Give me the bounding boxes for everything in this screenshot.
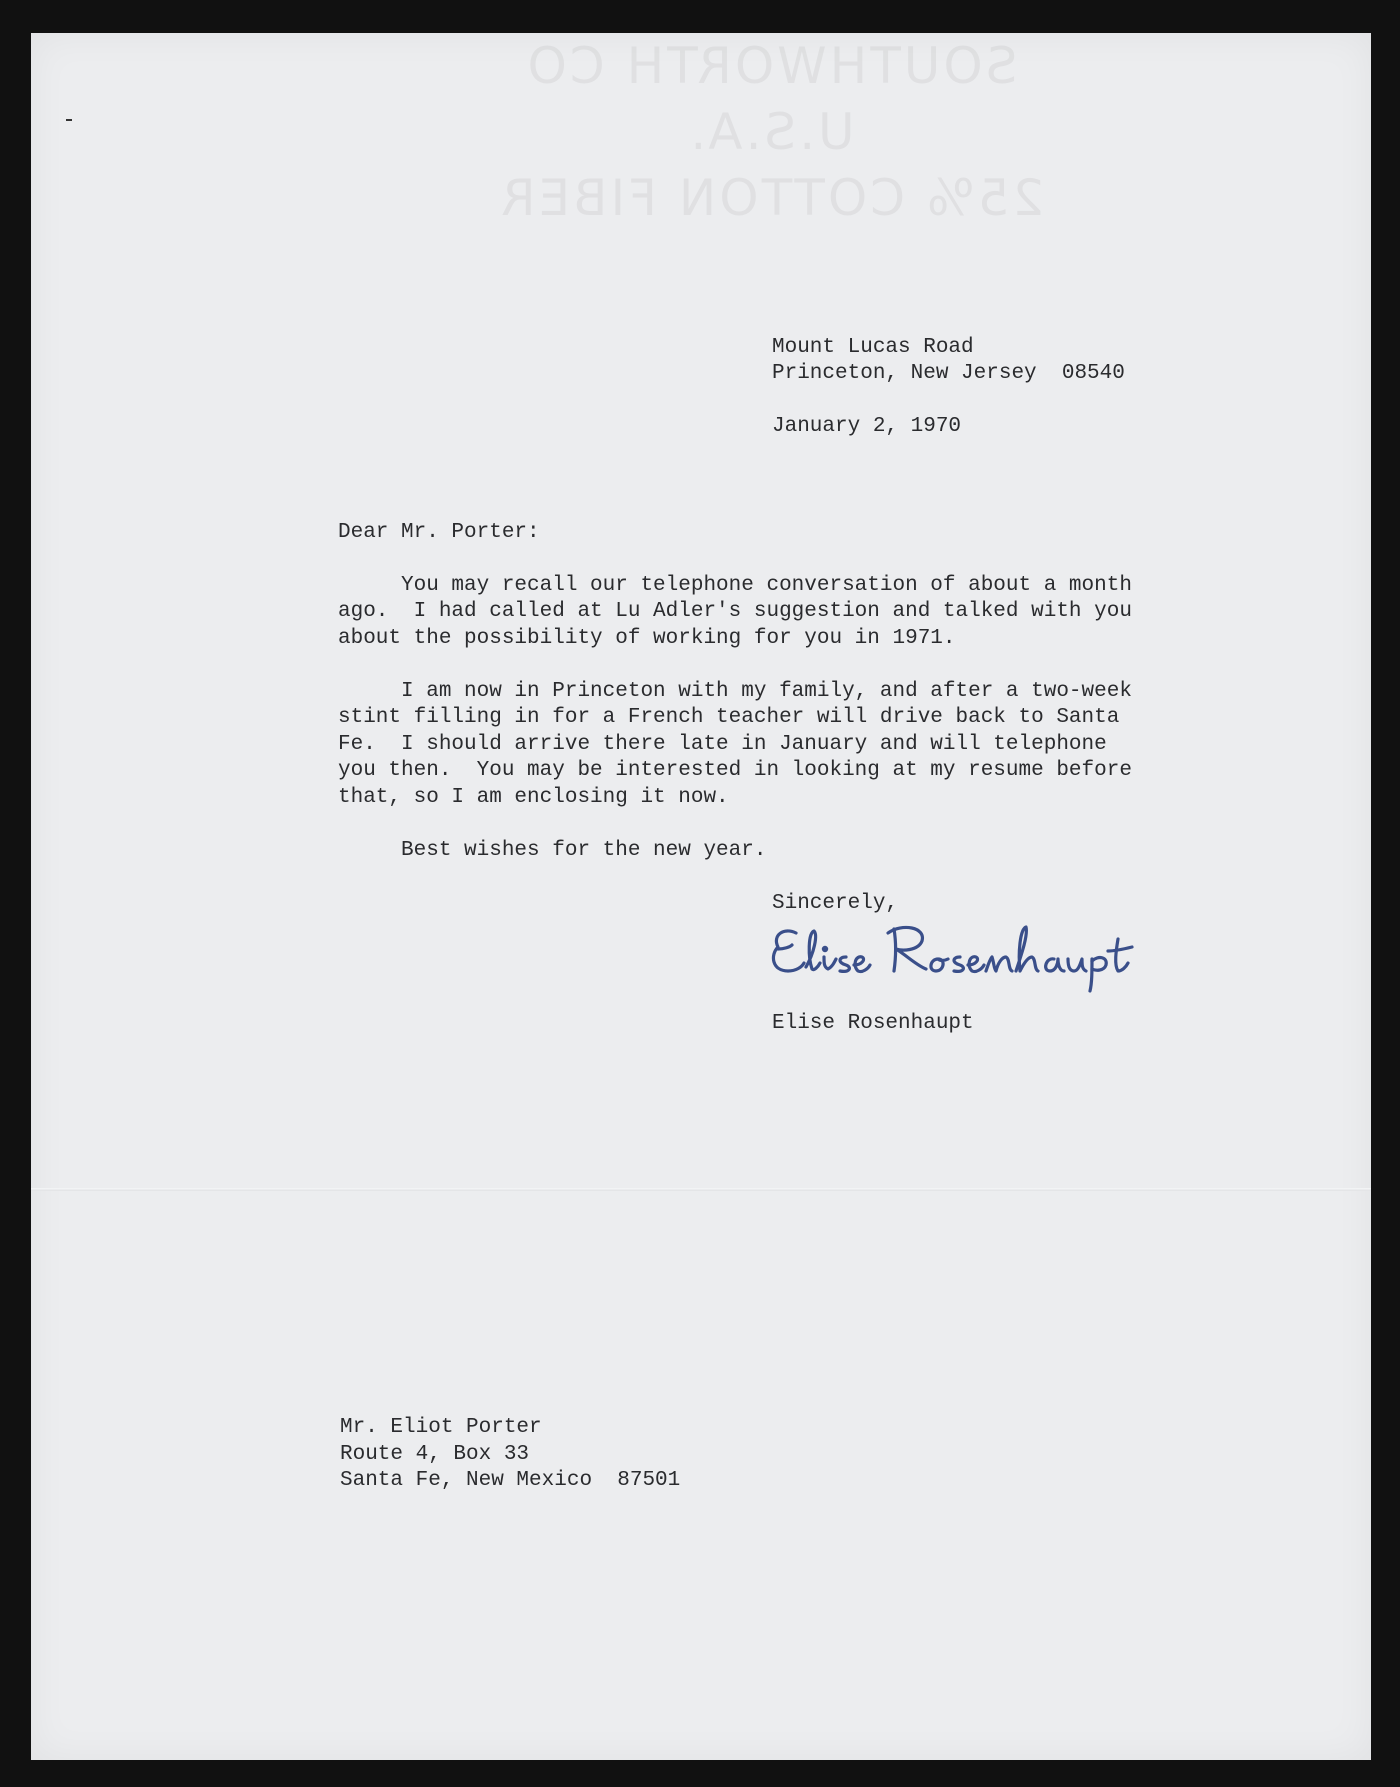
salutation: Dear Mr. Porter: bbox=[338, 521, 540, 544]
recipient-address-line-1: Mr. Eliot Porter bbox=[340, 1416, 542, 1439]
paragraph-2-line-3: Fe. I should arrive there late in January and will telephone bbox=[338, 733, 1107, 756]
recipient-address-line-3: Santa Fe, New Mexico 87501 bbox=[340, 1469, 681, 1492]
paragraph-2-line-5: that, so I am enclosing it now. bbox=[338, 786, 729, 809]
paragraph-1-line-1: You may recall our telephone conversation of about a month bbox=[338, 574, 1132, 597]
watermark-line-1: SOUTHWORTH CO U.S.A. bbox=[524, 37, 1018, 161]
signer-name: Elise Rosenhaupt bbox=[772, 1012, 974, 1035]
watermark-line-2: 25% COTTON FIBER bbox=[497, 169, 1045, 227]
paper-fold-line bbox=[31, 1188, 1371, 1191]
handwritten-signature bbox=[766, 913, 1146, 993]
paper-watermark bbox=[471, 33, 1071, 231]
paragraph-2-line-4: you then. You may be interested in looking at my resume before bbox=[338, 759, 1132, 782]
paragraph-1-line-2: ago. I had called at Lu Adler's suggestion and talked with you bbox=[338, 600, 1132, 623]
sender-address-line-2: Princeton, New Jersey 08540 bbox=[772, 362, 1125, 385]
paragraph-2-line-2: stint filling in for a French teacher will drive back to Santa bbox=[338, 706, 1120, 729]
corner-mark bbox=[66, 119, 72, 121]
paragraph-3: Best wishes for the new year. bbox=[338, 839, 767, 862]
letter-page bbox=[31, 33, 1371, 1760]
recipient-address-line-2: Route 4, Box 33 bbox=[340, 1443, 530, 1466]
paragraph-2-line-1: I am now in Princeton with my family, and after a two-week bbox=[338, 680, 1132, 703]
closing: Sincerely, bbox=[772, 892, 899, 915]
paragraph-1-line-3: about the possibility of working for you in 1971. bbox=[338, 627, 956, 650]
sender-address-line-1: Mount Lucas Road bbox=[772, 336, 974, 359]
letter-date: January 2, 1970 bbox=[772, 415, 962, 438]
